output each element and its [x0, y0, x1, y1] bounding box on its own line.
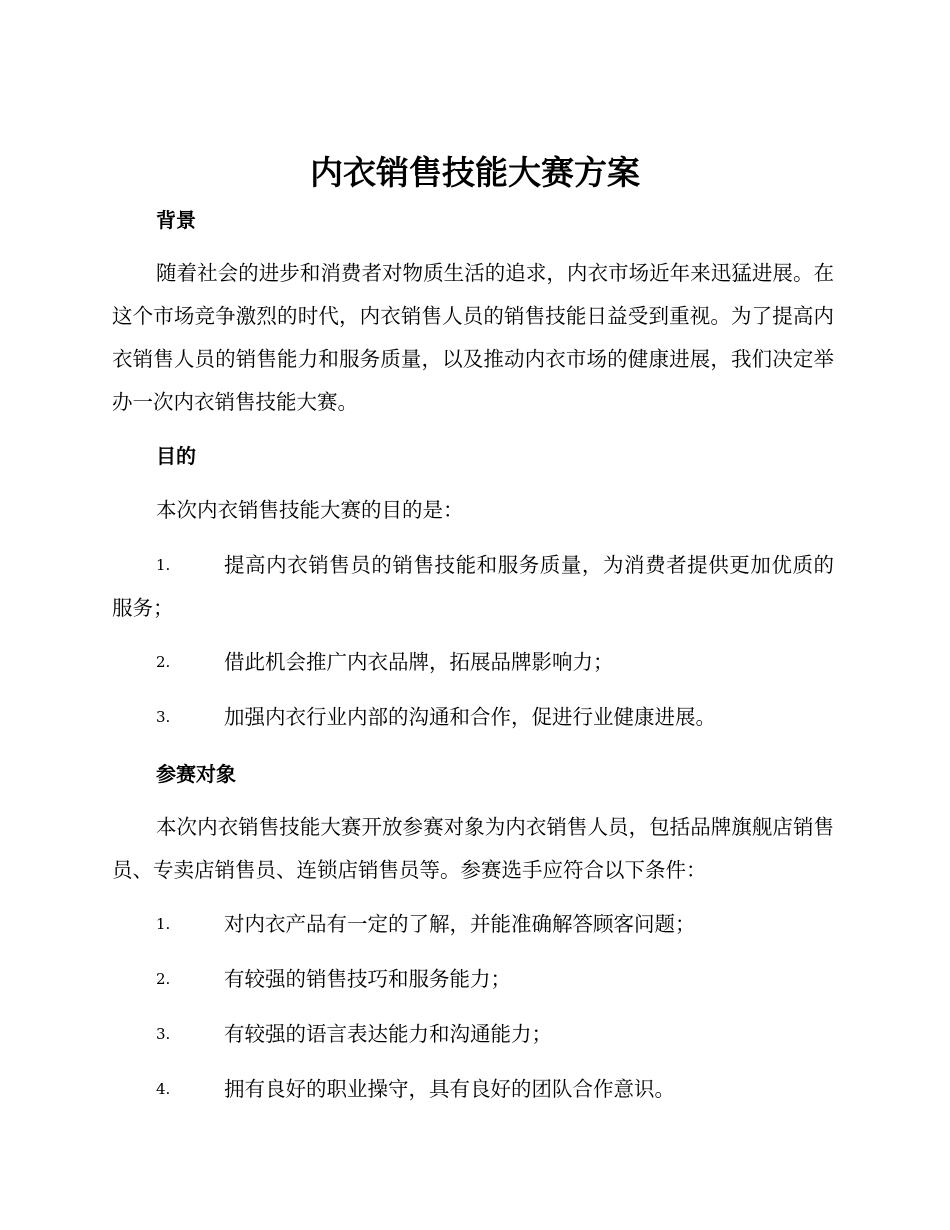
- list-item-text: 拥有良好的职业操守，具有良好的团队合作意识。: [224, 1077, 675, 1101]
- list-item-number: 3.: [156, 708, 171, 726]
- list-item-text: 提高内衣销售员的销售技能和服务质量，为消费者提供更加优质的服务；: [112, 553, 834, 620]
- list-item-number: 1.: [156, 556, 171, 574]
- list-item-number: 2.: [156, 970, 171, 988]
- section-heading-background: 背景: [156, 208, 196, 232]
- list-item: [112, 1013, 834, 1056]
- list-item-text: 对内衣产品有一定的了解，并能准确解答顾客问题；: [224, 912, 696, 936]
- list-item-number: 4.: [156, 1080, 171, 1098]
- list-item: [112, 641, 834, 684]
- list-item: [112, 903, 834, 946]
- list-item: [112, 1068, 834, 1111]
- section-heading-purpose: 目的: [156, 444, 196, 468]
- document-title: 内衣销售技能大赛方案: [310, 153, 640, 192]
- list-item-text: 有较强的语言表达能力和沟通能力；: [224, 1022, 552, 1046]
- list-item-number: 2.: [156, 653, 171, 671]
- list-item-number: 1.: [156, 915, 171, 933]
- background-paragraph: 随着社会的进步和消费者对物质生活的追求，内衣市场近年来迅猛进展。在这个市场竞争激烈的时代，内衣销售人员的销售技能日益受到重视。为了提高内衣销售人员的销售能力和服务质量，以及推动内衣市场的健康进展，我们决定举办一次内衣销售技能大赛。: [112, 261, 834, 414]
- purpose-intro: 本次内衣销售技能大赛的目的是：: [156, 498, 464, 522]
- list-item-text: 加强内衣行业内部的沟通和合作，促进行业健康进展。: [224, 705, 716, 729]
- list-item: [112, 696, 834, 739]
- list-item: [112, 544, 834, 630]
- list-item-text: 有较强的销售技巧和服务能力；: [224, 967, 511, 991]
- list-item: [112, 958, 834, 1001]
- participants-paragraph: 本次内衣销售技能大赛开放参赛对象为内衣销售人员，包括品牌旗舰店销售员、专卖店销售员、连锁店销售员等。参赛选手应符合以下条件：: [112, 815, 834, 882]
- section-heading-participants: 参赛对象: [156, 762, 236, 786]
- list-item-text: 借此机会推广内衣品牌，拓展品牌影响力；: [224, 650, 614, 674]
- list-item-number: 3.: [156, 1025, 171, 1043]
